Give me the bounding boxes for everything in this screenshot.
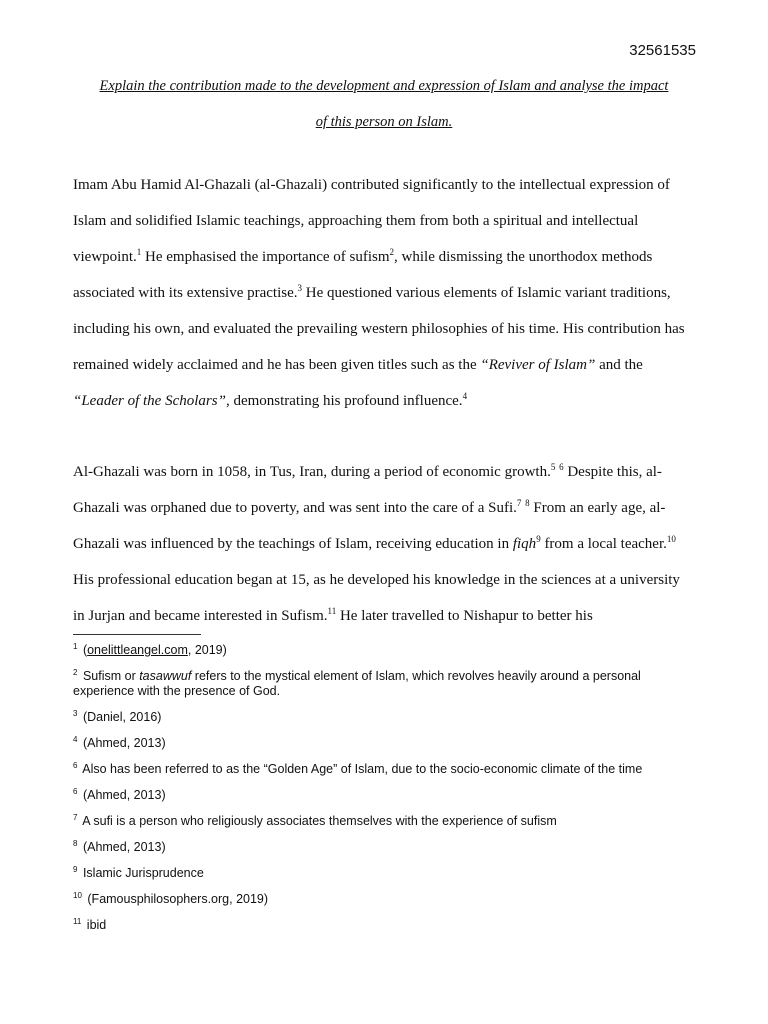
footnote-4 [73, 736, 695, 751]
footnote-2-pre: Sufism or [82, 669, 140, 683]
footnote-ref-4[interactable]: 4 [462, 391, 468, 401]
footnote-11-text: ibid [86, 918, 107, 932]
footnote-ref-5[interactable]: 5 [550, 462, 556, 472]
p2-text-3: From an early age, al-Ghazali was influenced by the teachings of Islam, receiving education in [73, 500, 666, 552]
footnote-9 [73, 866, 695, 881]
footnote-8 [73, 840, 695, 855]
footnote-7 [73, 814, 695, 829]
footnote-5-text: Also has been referred to as the “Golden Age” of Islam, due to the socio-economic climate of the time [82, 762, 643, 776]
footnote-5-number: 6 [73, 760, 78, 770]
footnote-10 [73, 892, 695, 907]
footnote-2 [73, 669, 695, 699]
p1-text-1: Imam Abu Hamid Al-Ghazali (al-Ghazali) contributed significantly to the intellectual expression of Islam and solidified Islamic teachings, approaching them from both a spiritual and intellectual viewpoint. [73, 177, 670, 265]
p2-text-5: His professional education began at 15, as he developed his knowledge in the sciences at a university in Jurjan and became interested in Sufism. [73, 572, 680, 624]
footnote-separator [73, 634, 201, 635]
p1-text-4: He questioned various elements of Islamic variant traditions, including his own, and evaluated the prevailing western philosophies of his time. His contribution has remained widely acclaimed and he has been given titles such as the [73, 285, 685, 373]
title-reviver-of-islam: “Reviver of Islam” [480, 357, 596, 373]
footnote-4-number: 4 [73, 734, 78, 744]
footnote-3 [73, 710, 695, 725]
p2-text-2: Despite this, al-Ghazali was orphaned due to poverty, and was sent into the care of a Sufi. [73, 464, 662, 516]
footnote-ref-11[interactable]: 11 [327, 606, 337, 616]
footnote-ref-7[interactable]: 7 [516, 498, 522, 508]
student-id: 32561535 [629, 42, 696, 59]
essay-title-line-1: Explain the contribution made to the development and expression of Islam and analyse the impact [99, 78, 669, 94]
footnote-3-number: 3 [73, 708, 78, 718]
essay-title-line-2: of this person on Islam. [315, 114, 453, 130]
essay-title [72, 68, 696, 140]
footnote-5 [73, 762, 695, 777]
footnote-9-text: Islamic Jurisprudence [82, 866, 204, 880]
footnote-4-text: (Ahmed, 2013) [82, 736, 166, 750]
footnote-1-number: 1 [73, 641, 78, 651]
p2-text-6: He later travelled to Nishapur to better his [336, 608, 593, 624]
footnote-6 [73, 788, 695, 803]
footnote-ref-8[interactable]: 8 [525, 498, 530, 508]
footnote-8-number: 8 [73, 838, 78, 848]
paragraph-1 [73, 167, 695, 419]
title-leader-of-scholars: “Leader of the Scholars” [73, 393, 226, 409]
footnote-1-rest: , 2019) [187, 643, 227, 657]
p1-text-5: and the [595, 357, 643, 373]
footnote-8-text: (Ahmed, 2013) [82, 840, 166, 854]
p1-text-2: He emphasised the importance of sufism [141, 249, 390, 265]
term-fiqh: fiqh [512, 536, 537, 552]
footnote-ref-6[interactable]: 6 [559, 462, 564, 472]
footnote-1-open: ( [82, 643, 88, 657]
footnote-10-number: 10 [73, 890, 82, 900]
footnote-ref-2[interactable]: 2 [389, 247, 395, 257]
footnote-ref-9[interactable]: 9 [536, 534, 541, 544]
footnote-ref-3[interactable]: 3 [297, 283, 303, 293]
footnote-2-rest: refers to the mystical element of Islam, which revolves heavily around a personal experience with the presence of God. [73, 669, 641, 698]
paragraph-2 [73, 454, 695, 634]
footnote-ref-1[interactable]: 1 [136, 247, 142, 257]
footnote-2-term: tasawwuf [139, 669, 192, 683]
footnote-7-text: A sufi is a person who religiously associates themselves with the experience of sufism [82, 814, 557, 828]
p1-text-6: , demonstrating his profound influence. [225, 393, 463, 409]
footnote-9-number: 9 [73, 864, 78, 874]
p1-text-3: , while dismissing the unorthodox methods associated with its extensive practise. [73, 249, 653, 301]
footnote-ref-10[interactable]: 10 [666, 534, 676, 544]
footnote-11 [73, 918, 695, 933]
footnote-2-number: 2 [73, 667, 78, 677]
footnote-3-text: (Daniel, 2016) [82, 710, 162, 724]
footnote-10-text: (Famousphilosophers.org, 2019) [87, 892, 269, 906]
p2-text-1: Al-Ghazali was born in 1058, in Tus, Iran, during a period of economic growth. [73, 464, 551, 480]
p2-text-4: from a local teacher. [540, 536, 667, 552]
footnotes [73, 643, 695, 944]
footnote-6-text: (Ahmed, 2013) [82, 788, 166, 802]
footnote-1-link[interactable]: onelittleangel.com [87, 643, 188, 657]
footnote-6-number: 6 [73, 786, 78, 796]
footnote-1 [73, 643, 695, 658]
footnote-11-number: 11 [73, 916, 82, 926]
footnote-7-number: 7 [73, 812, 78, 822]
